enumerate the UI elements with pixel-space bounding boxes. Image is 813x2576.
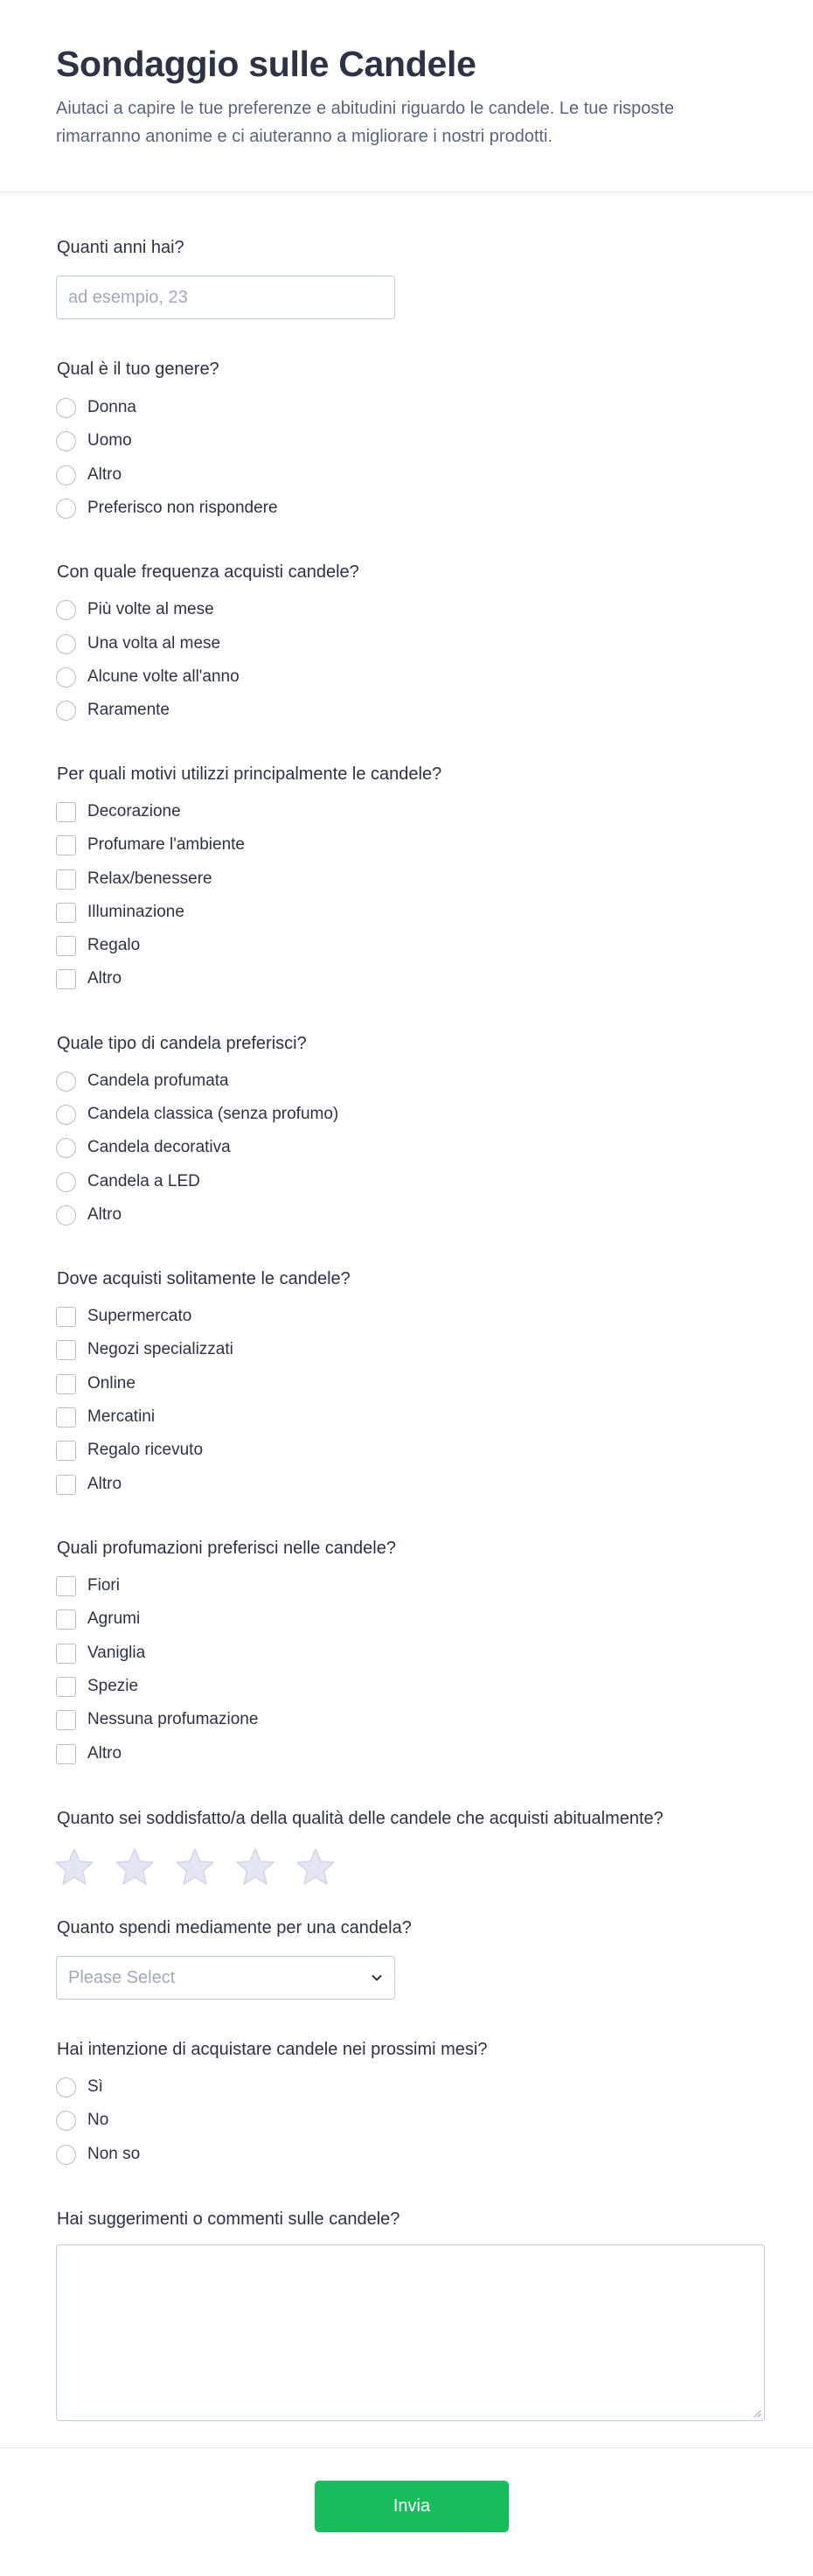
checkbox[interactable] (56, 802, 76, 822)
question-scents-label: Quali profumazioni preferisci nelle candele? (57, 1539, 396, 1558)
gender-option[interactable] (56, 463, 122, 487)
checkbox[interactable] (56, 1609, 76, 1630)
option-label: Una volta al mese (87, 634, 221, 653)
reasons-option[interactable] (56, 799, 181, 824)
radio-button[interactable] (56, 1138, 76, 1158)
type-option[interactable] (56, 1135, 231, 1160)
question-satisfaction-label: Quanto sei soddisfatto/a della qualità delle candele che acquisti abitualmente? (57, 1809, 664, 1828)
checkbox[interactable] (56, 1407, 76, 1428)
option-label: Profumare l'ambiente (87, 835, 245, 854)
question-reasons-label: Per quali motivi utilizzi principalmente le candele? (57, 764, 442, 784)
form-title: Sondaggio sulle Candele (56, 44, 476, 84)
radio-button[interactable] (56, 2145, 76, 2165)
option-label: Non so (87, 2145, 141, 2163)
submit-button[interactable]: Invia (315, 2481, 509, 2532)
reasons-option[interactable] (56, 867, 212, 891)
checkbox[interactable] (56, 1340, 76, 1360)
option-label: No (87, 2111, 109, 2129)
intent-option[interactable] (56, 2142, 140, 2167)
option-label: Sì (87, 2077, 103, 2096)
radio-button[interactable] (56, 465, 76, 485)
option-label: Preferisco non rispondere (87, 499, 278, 517)
radio-button[interactable] (56, 499, 76, 519)
checkbox[interactable] (56, 1710, 76, 1730)
where-option[interactable] (56, 1337, 233, 1362)
radio-button[interactable] (56, 1172, 76, 1192)
reasons-option[interactable] (56, 933, 140, 958)
frequency-option[interactable] (56, 632, 220, 656)
option-label: Regalo ricevuto (87, 1441, 204, 1459)
option-label: Altro (87, 969, 122, 988)
checkbox[interactable] (56, 1744, 76, 1764)
radio-button[interactable] (56, 2111, 76, 2131)
reasons-option[interactable] (56, 967, 122, 991)
comments-textarea[interactable] (56, 2244, 765, 2421)
form-subtitle: Aiutaci a capire le tue preferenze e abitudini riguardo le candele. Le tue risposte rimarranno anonime e ci aiuteranno a migliorare i nostri prodotti. (56, 99, 675, 146)
form-header (0, 0, 813, 192)
option-label: Fiori (87, 1576, 120, 1595)
option-label: Più volte al mese (87, 600, 214, 618)
option-label: Nessuna profumazione (87, 1710, 259, 1728)
radio-button[interactable] (56, 1105, 76, 1125)
checkbox[interactable] (56, 969, 76, 989)
chevron-down-icon (371, 1972, 383, 1984)
question-where-label: Dove acquisti solitamente le candele? (57, 1269, 351, 1288)
intent-option[interactable] (56, 2108, 108, 2133)
option-label: Raramente (87, 701, 170, 719)
checkbox[interactable] (56, 1307, 76, 1327)
radio-button[interactable] (56, 701, 76, 721)
option-label: Mercatini (87, 1407, 156, 1426)
radio-button[interactable] (56, 1072, 76, 1092)
star-icon[interactable] (54, 1847, 94, 1886)
option-label: Regalo (87, 936, 141, 954)
option-label: Altro (87, 1744, 122, 1763)
checkbox[interactable] (56, 1374, 76, 1394)
scents-option[interactable] (56, 1574, 120, 1598)
type-option[interactable] (56, 1203, 122, 1227)
star-icon[interactable] (295, 1847, 336, 1886)
question-frequency-label: Con quale frequenza acquisti candele? (57, 562, 359, 582)
checkbox[interactable] (56, 1475, 76, 1495)
question-gender-label: Qual è il tuo genere? (57, 360, 219, 379)
star-icon[interactable] (235, 1847, 275, 1886)
scents-option[interactable] (56, 1674, 138, 1699)
gender-option[interactable] (56, 429, 132, 453)
gender-option[interactable] (56, 395, 136, 420)
reasons-option[interactable] (56, 900, 184, 925)
option-label: Vaniglia (87, 1644, 146, 1662)
reasons-option[interactable] (56, 833, 245, 857)
question-type-label: Quale tipo di candela preferisci? (57, 1034, 307, 1053)
gender-option[interactable] (56, 496, 278, 520)
scents-option[interactable] (56, 1641, 145, 1665)
radio-button[interactable] (56, 398, 76, 418)
select-value: Please Select (68, 1967, 176, 1987)
star-icon[interactable] (175, 1847, 215, 1886)
question-age-label: Quanti anni hai? (57, 238, 184, 257)
age-input[interactable] (56, 276, 395, 319)
option-label: Candela a LED (87, 1172, 200, 1190)
resize-handle-icon[interactable] (752, 2408, 761, 2418)
checkbox[interactable] (56, 869, 76, 890)
type-option[interactable] (56, 1169, 200, 1194)
checkbox[interactable] (56, 835, 76, 855)
option-label: Candela profumata (87, 1072, 229, 1090)
radio-button[interactable] (56, 600, 76, 620)
option-label: Altro (87, 1475, 122, 1493)
radio-button[interactable] (56, 634, 76, 654)
option-label: Agrumi (87, 1609, 141, 1628)
radio-button[interactable] (56, 431, 76, 451)
star-rating (54, 1847, 356, 1886)
checkbox[interactable] (56, 1677, 76, 1697)
radio-button[interactable] (56, 2077, 76, 2098)
option-label: Altro (87, 465, 122, 484)
where-option[interactable] (56, 1405, 155, 1429)
checkbox[interactable] (56, 903, 76, 923)
scents-option[interactable] (56, 1707, 258, 1732)
where-option[interactable] (56, 1372, 136, 1396)
intent-option[interactable] (56, 2075, 103, 2099)
checkbox[interactable] (56, 1576, 76, 1596)
option-label: Alcune volte all'anno (87, 667, 240, 686)
type-option[interactable] (56, 1102, 338, 1127)
option-label: Candela decorativa (87, 1138, 231, 1156)
option-label: Negozi specializzati (87, 1340, 233, 1358)
radio-button[interactable] (56, 667, 76, 688)
frequency-option[interactable] (56, 665, 240, 689)
question-spend-label: Quanto spendi mediamente per una candela? (57, 1918, 412, 1937)
option-label: Candela classica (senza profumo) (87, 1105, 339, 1123)
where-option[interactable] (56, 1438, 203, 1463)
option-label: Relax/benessere (87, 869, 212, 888)
option-label: Donna (87, 398, 136, 416)
scents-option[interactable] (56, 1607, 140, 1631)
option-label: Spezie (87, 1677, 139, 1695)
frequency-option[interactable] (56, 698, 170, 723)
radio-button[interactable] (56, 1205, 76, 1225)
spend-select[interactable] (56, 1956, 395, 2000)
star-icon[interactable] (115, 1847, 155, 1886)
option-label: Illuminazione (87, 903, 184, 921)
question-intent-label: Hai intenzione di acquistare candele nei prossimi mesi? (57, 2040, 488, 2059)
checkbox[interactable] (56, 1441, 76, 1461)
where-option[interactable] (56, 1304, 191, 1329)
option-label: Online (87, 1374, 136, 1393)
checkbox[interactable] (56, 1644, 76, 1664)
checkbox[interactable] (56, 936, 76, 956)
option-label: Uomo (87, 431, 132, 450)
scents-option[interactable] (56, 1742, 122, 1766)
option-label: Altro (87, 1205, 122, 1224)
frequency-option[interactable] (56, 597, 214, 622)
where-option[interactable] (56, 1472, 122, 1497)
option-label: Supermercato (87, 1307, 192, 1325)
option-label: Decorazione (87, 802, 181, 820)
type-option[interactable] (56, 1069, 229, 1093)
question-comments-label: Hai suggerimenti o commenti sulle candele? (57, 2209, 400, 2229)
